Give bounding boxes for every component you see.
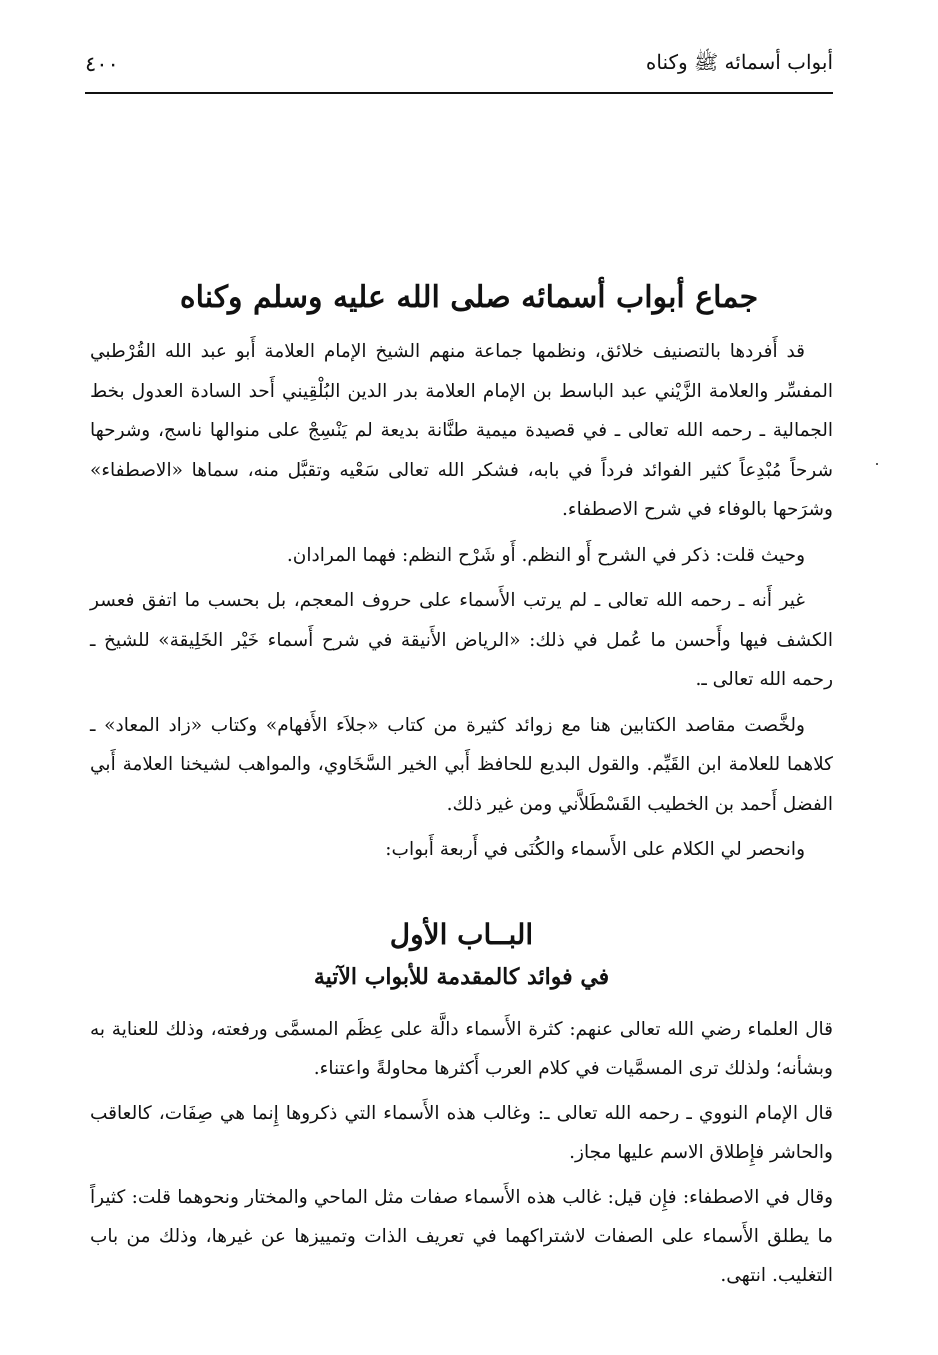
- chapter-subtitle: في فوائد كالمقدمة للأبواب الآتية: [313, 964, 610, 990]
- page-number: ٤٠٠: [85, 52, 119, 76]
- chapter-title: البــاب الأول: [389, 918, 534, 951]
- main-title: جماع أبواب أسمائه صلى الله عليه وسلم وكناه: [179, 280, 759, 315]
- running-header: [85, 40, 833, 94]
- paragraph: قد أَفردها بالتصنيف خلائق، ونظمها جماعة منهم الشيخ الإمام العلامة أَبو عبد الله القُرْطبي المفسِّر والعلامة الزَّيْني عبد الباسط بن الإمام العلامة بدر الدين البُلْقِيني أَحد السادة العدول بخط الجمالية ـ رحمه الله تعالى ـ في قصيدة ميمية طنَّانة بديعة لم يَنْسِجْ على منوالها ناسج، وشرحها شرحاً مُبْدِعاً كثير الفوائد فرداً في بابه، فشكر الله تعالى سَعْيه وتقبَّل منه، سماها «الاصطفاء» وشرَحها بالوفاء في شرح الاصطفاء.: [90, 341, 833, 520]
- paragraph: ولخَّصت مقاصد الكتابين هنا مع زوائد كثيرة من كتاب «جلاَء الأَفهام» وكتاب «زاد المعاد» ـ كلاهما للعلامة ابن القَيِّم. والقول البديع للحافظ أَبي الخير السَّخَاوي، والمواهب لشيخنا العلامة أَبي الفضل أَحمد بن الخطيب القَسْطَلاَّني ومن غير ذلك.: [90, 714, 833, 815]
- paragraph: قال العلماء رضي الله تعالى عنهم: كثرة الأَسماء دالَّة على عِظَم المسمَّى ورفعته، وذلك للعناية به وبشأنه؛ ولذلك ترى المسمَّيات في كلام العرب أَكثرها محاولةً واعتناء.: [90, 1019, 833, 1079]
- paragraph: وحيث قلت: ذكر في الشرح أَو النظم. أَو شَرْح النظم: فهما المرادان.: [286, 544, 805, 566]
- header-title: أبواب أسمائه ﷺ وكناه: [645, 50, 833, 74]
- paragraph: غير أَنه ـ رحمه الله تعالى ـ لم يرتب الأَسماء على حروف المعجم، بل بحسب ما اتفق فعسر الكشف فيها وأَحسن ما عُمل في ذلك: «الرياض الأَنيقة في شرح أَسماء خَيْر الخَلِيقة» للشيخ ـ رحمه الله تعالى ـ.: [90, 590, 833, 690]
- intro-section: [90, 332, 833, 870]
- scan-speck: [876, 463, 878, 465]
- paragraph: وقال في الاصطفاء: فإِن قيل: غالب هذه الأَسماء صفات مثل الماحي والمختار ونحوهما قلت: كثيراً ما يطلق الأَسماء على الصفات لاشتراكهما في تعريف الذات وتمييزها عن غيرها، وذلك من باب التغليب. انتهى.: [90, 1187, 833, 1286]
- chapter-section: [90, 1010, 833, 1295]
- paragraph: قال الإمام النووي ـ رحمه الله تعالى ـ: وغالب هذه الأَسماء التي ذكروها إِنما هي صِفَات، كالعاقب والحاشر فإِطلاق الاسم عليها مجاز.: [90, 1103, 833, 1163]
- paragraph: وانحصر لي الكلام على الأَسماء والكُنَى في أَربعة أَبواب:: [385, 839, 805, 860]
